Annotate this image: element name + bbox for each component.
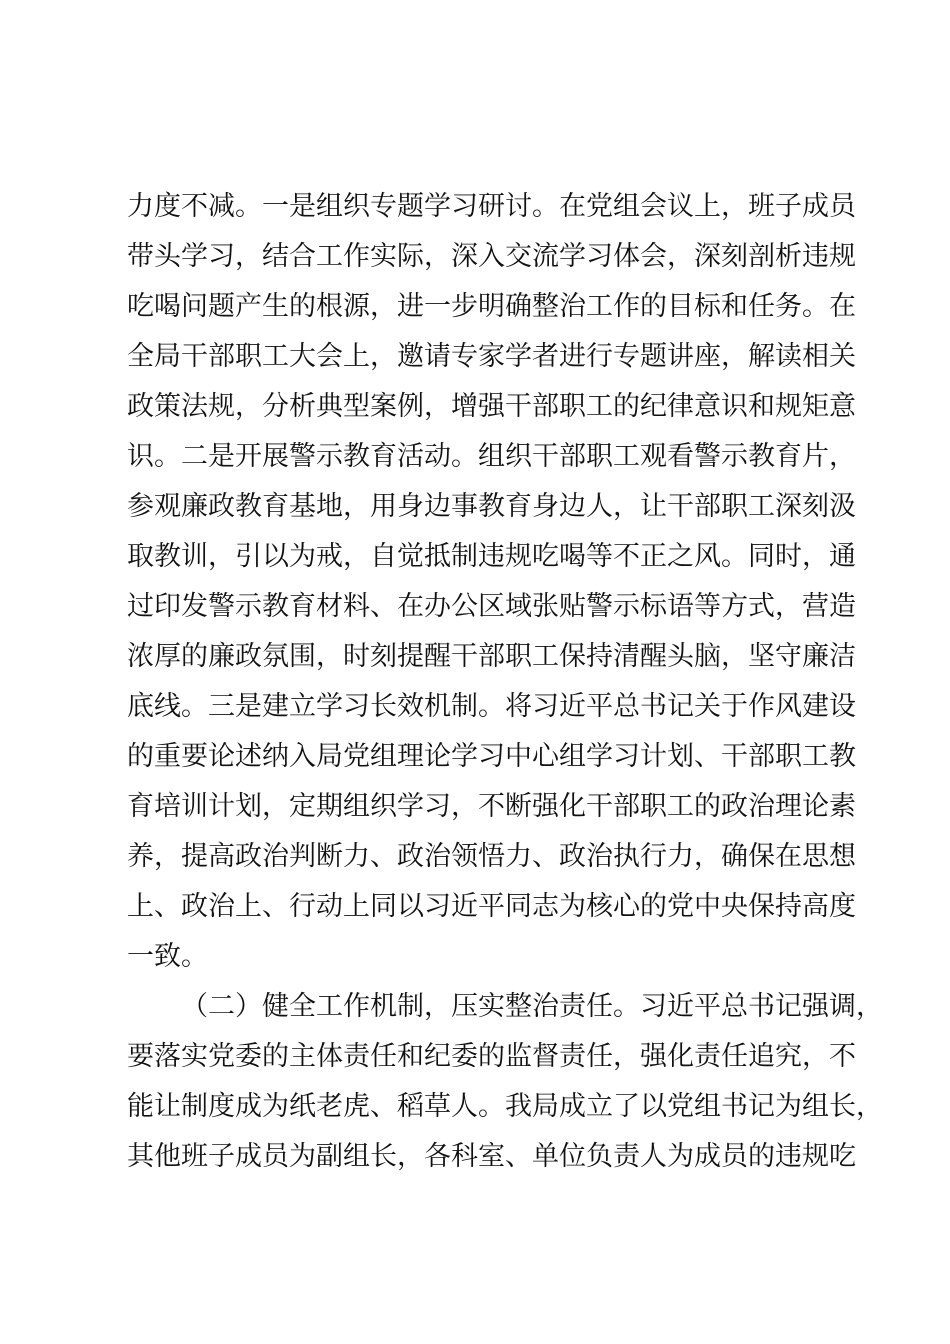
text-line: 取教训，引以为戒，自觉抵制违规吃喝等不正之风。同时，通 (127, 541, 856, 572)
text-line: 带头学习，结合工作实际，深入交流学习体会，深刻剖析违规 (127, 241, 856, 272)
text-line: 吃喝问题产生的根源，进一步明确整治工作的目标和任务。在 (127, 291, 856, 322)
text-line: 力度不减。一是组织专题学习研讨。在党组会议上，班子成员 (127, 191, 856, 222)
text-line: 要落实党委的主体责任和纪委的监督责任，强化责任追究，不 (127, 1041, 856, 1072)
text-line: 能让制度成为纸老虎、稻草人。我局成立了以党组书记为组长， (127, 1091, 883, 1122)
text-line: 养，提高政治判断力、政治领悟力、政治执行力，确保在思想 (127, 841, 856, 872)
text-line: 过印发警示教育材料、在办公区域张贴警示标语等方式，营造 (127, 591, 856, 622)
text-line: 参观廉政教育基地，用身边事教育身边人，让干部职工深刻汲 (127, 491, 856, 522)
text-line: 的重要论述纳入局党组理论学习中心组学习计划、干部职工教 (127, 741, 856, 772)
text-line: 识。二是开展警示教育活动。组织干部职工观看警示教育片， (127, 441, 856, 472)
body-text (127, 182, 883, 1182)
text-line: 底线。三是建立学习长效机制。将习近平总书记关于作风建设 (127, 691, 856, 722)
text-line: 全局干部职工大会上，邀请专家学者进行专题讲座，解读相关 (127, 341, 856, 372)
text-line: 浓厚的廉政氛围，时刻提醒干部职工保持清醒头脑，坚守廉洁 (127, 641, 856, 672)
text-line: 其他班子成员为副组长，各科室、单位负责人为成员的违规吃 (127, 1141, 856, 1172)
text-line: 一致。 (127, 941, 208, 972)
text-line: 育培训计划，定期组织学习，不断强化干部职工的政治理论素 (127, 791, 856, 822)
text-line: 政策法规，分析典型案例，增强干部职工的纪律意识和规矩意 (127, 391, 856, 422)
text-line: 上、政治上、行动上同以习近平同志为核心的党中央保持高度 (127, 891, 856, 922)
section-heading-line: （二）健全工作机制，压实整治责任。习近平总书记强调， (181, 991, 883, 1022)
